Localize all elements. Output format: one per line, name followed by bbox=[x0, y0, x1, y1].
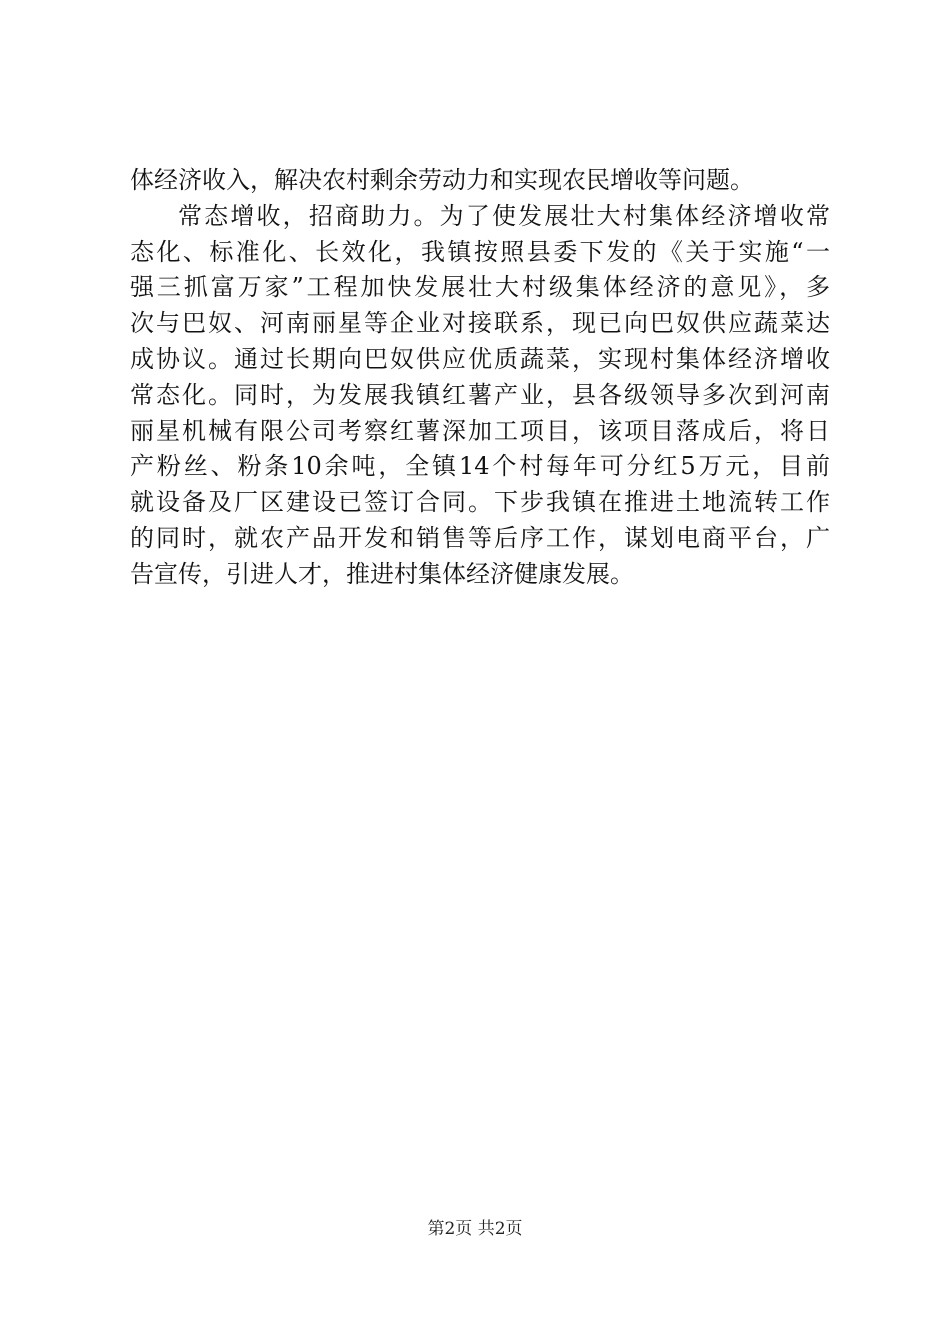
text-line: 次与巴奴、河南丽星等企业对接联系，现已向巴奴供应蔬菜达 bbox=[130, 309, 830, 338]
text-line: 产粉丝、粉条10余吨，全镇14个村每年可分红5万元，目前 bbox=[130, 452, 830, 481]
paragraph-first-line: 常态增收，招商助力。为了使发展壮大村集体经济增收常 bbox=[178, 201, 830, 230]
page-number-footer: 第2页 共2页 bbox=[427, 1219, 523, 1239]
body-text bbox=[130, 163, 830, 593]
text-line: 的同时，就农产品开发和销售等后序工作，谋划电商平台，广 bbox=[130, 523, 830, 552]
text-line: 态化、标准化、长效化，我镇按照县委下发的《关于实施“一 bbox=[130, 237, 830, 266]
text-line: 常态化。同时，为发展我镇红薯产业，县各级领导多次到河南 bbox=[130, 380, 830, 409]
text-line: 体经济收入，解决农村剩余劳动力和实现农民增收等问题。 bbox=[130, 166, 754, 194]
text-line: 就设备及厂区建设已签订合同。下步我镇在推进土地流转工作 bbox=[130, 488, 830, 517]
text-line: 强三抓富万家”工程加快发展壮大村级集体经济的意见》，多 bbox=[130, 273, 830, 302]
text-line: 告宣传，引进人才，推进村集体经济健康发展。 bbox=[130, 559, 634, 588]
text-line: 丽星机械有限公司考察红薯深加工项目，该项目落成后，将日 bbox=[130, 416, 830, 445]
text-line: 成协议。通过长期向巴奴供应优质蔬菜，实现村集体经济增收 bbox=[130, 344, 830, 373]
